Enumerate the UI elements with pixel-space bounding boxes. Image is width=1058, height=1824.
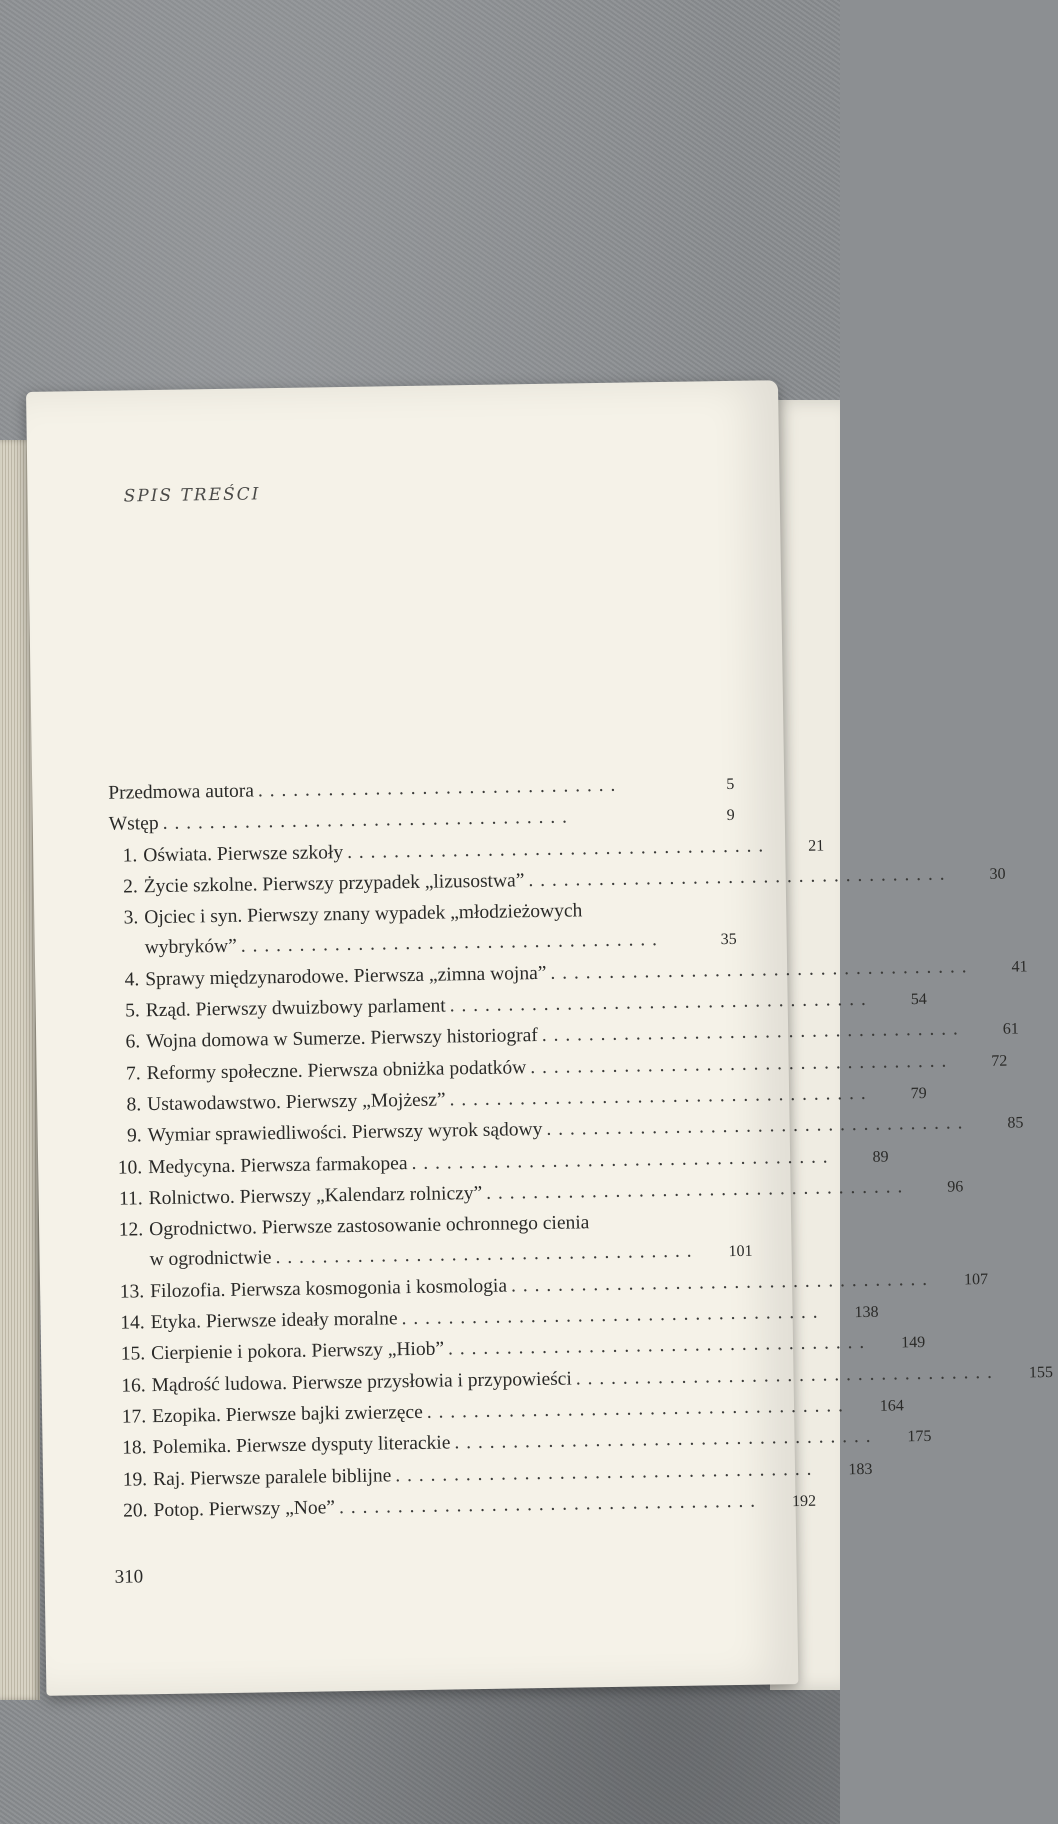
toc-chapter-list xyxy=(105,832,1054,1528)
toc-entry-title: Ojciec i syn. Pierwszy znany wypadek „młodzieżowych xyxy=(144,900,583,929)
toc-entry-title: Reformy społeczne. Pierwsza obniżka podatków xyxy=(146,1056,527,1084)
toc-page-number: 149 xyxy=(901,1334,926,1352)
toc-leader-dots: . . . . . . . . . . . . . . . . . . . . . . . . . . . . . . . . . . . . xyxy=(449,1082,867,1111)
toc-entry-title: Wstęp xyxy=(108,813,159,836)
toc-leader-dots: . . . . . . . . . . . . . . . . . . . . . . . . . . . . . . . xyxy=(257,774,617,802)
toc-leader-dots: . . . . . . . . . . . . . . . . . . . . . . . . . . . . . . . . . . . . xyxy=(575,1361,994,1390)
table-of-contents xyxy=(104,769,1054,1528)
toc-leader-dots: . . . . . . . . . . . . . . . . . . . . . . . . . . . . . . . . . . . . xyxy=(510,1268,929,1297)
toc-leader-dots: . . . . . . . . . . . . . . . . . . . . . . . . . . . . . . . . . . . . xyxy=(240,929,659,958)
toc-page-number: 21 xyxy=(808,837,825,855)
toc-page-number: 5 xyxy=(726,775,735,794)
toc-page-number: 89 xyxy=(872,1148,889,1166)
toc-page-number: 164 xyxy=(879,1397,904,1415)
toc-chapter-number: 15. xyxy=(120,1343,146,1365)
toc-entry-title: Życie szkolne. Pierwszy przypadek „lizusostwa” xyxy=(143,870,525,898)
toc-page-number: 79 xyxy=(910,1084,927,1103)
toc-chapter-number: 9. xyxy=(126,1125,142,1147)
toc-chapter-number: 19. xyxy=(122,1468,148,1491)
toc-leader-dots: . . . . . . . . . . . . . . . . . . . . . . . . . . . . . . . . . . . . xyxy=(395,1458,813,1486)
toc-chapter-number: 11. xyxy=(118,1188,143,1210)
toc-page-number: 192 xyxy=(791,1492,817,1510)
toc-leader-dots: . . . . . . . . . . . . . . . . . . . . . . . . . . . . . . . . . . . . xyxy=(449,988,867,1017)
toc-page-number: 101 xyxy=(728,1243,753,1261)
toc-entry-title: Medycyna. Pierwsza farmakopea xyxy=(148,1152,408,1178)
toc-spacer xyxy=(582,914,736,916)
toc-chapter-number: 16. xyxy=(121,1374,146,1397)
toc-entry-title: Rolnictwo. Pierwszy „Kalendarz rolniczy” xyxy=(148,1182,483,1210)
toc-chapter-number: 17. xyxy=(121,1406,147,1428)
toc-page-number: 107 xyxy=(963,1270,989,1289)
toc-page-number: 35 xyxy=(720,931,737,949)
book-page xyxy=(26,380,1054,1696)
toc-entry-title: Potop. Pierwszy „Noe” xyxy=(153,1497,336,1521)
toc-leader-dots: . . . . . . . . . . . . . . . . . . . . . . . . . . . . . . . . . . . . xyxy=(528,863,946,892)
toc-entry-title: Filozofia. Pierwsza kosmogonia i kosmologia xyxy=(149,1275,508,1302)
toc-chapter-number: 14. xyxy=(120,1312,145,1334)
toc-chapter-number: 8. xyxy=(126,1094,142,1116)
toc-leader-dots: . . . . . . . . . . . . . . . . . . . . . . . . . . . . . . . . . . . . xyxy=(401,1301,819,1330)
toc-page-number: 61 xyxy=(1002,1020,1019,1039)
toc-page-number: 72 xyxy=(991,1052,1008,1070)
toc-chapter-number: 3. xyxy=(123,907,139,929)
toc-entry-title: Ustawodawstwo. Pierwszy „Mojżesz” xyxy=(147,1089,446,1116)
folio-page-number: 310 xyxy=(114,1566,144,1588)
page-title: SPIS TREŚCI xyxy=(123,484,261,507)
toc-leader-dots: . . . . . . . . . . . . . . . . . . . . . . . . . . . . . . . . . . . . xyxy=(541,1018,960,1047)
toc-page-number: 85 xyxy=(1007,1114,1024,1132)
toc-leader-dots: . . . . . . . . . . . . . . . . . . . . . . . . . . . . . . . . . . . . xyxy=(454,1426,872,1454)
toc-chapter-number: 12. xyxy=(118,1219,144,1241)
toc-chapter-number: 6. xyxy=(125,1031,141,1053)
toc-page-number: 30 xyxy=(989,865,1006,883)
toc-leader-dots: . . . . . . . . . . . . . . . . . . . . . . . . . . . . . . . . . . . . xyxy=(346,835,765,863)
toc-leader-dots: . . . . . . . . . . . . . . . . . . . . . . . . . . . . . . . . . . . . xyxy=(426,1395,845,1423)
toc-chapter-number: 5. xyxy=(124,1000,140,1022)
toc-entry-title: Raj. Pierwsze paralele biblijne xyxy=(152,1464,392,1490)
toc-chapter-number: 20. xyxy=(123,1500,148,1522)
toc-entry-title: Cierpienie i pokora. Pierwszy „Hiob” xyxy=(150,1338,445,1365)
toc-leader-dots: . . . . . . . . . . . . . . . . . . . . . . . . . . . . . . . . . . . . xyxy=(411,1146,829,1174)
toc-leader-dots: . . . . . . . . . . . . . . . . . . . . . . . . . . . . . . . . . . . . xyxy=(486,1176,904,1204)
toc-entry-title-continued: w ogrodnictwie xyxy=(149,1247,272,1271)
toc-leader-dots: . . . . . . . . . . . . . . . . . . . . . . . . . . . . . . . . . . . . xyxy=(530,1050,948,1078)
toc-entry-title: Sprawy międzynarodowe. Pierwsza „zimna wojna” xyxy=(145,962,547,990)
toc-page-number: 54 xyxy=(910,991,927,1009)
toc-chapter-number: 4. xyxy=(124,969,140,991)
toc-page-number: 9 xyxy=(726,807,735,825)
toc-entry-title: Ogrodnictwo. Pierwsze zastosowanie ochronnego cienia xyxy=(149,1212,590,1241)
toc-leader-dots: . . . . . . . . . . . . . . . . . . . . . . . . . . . . . . . . . . . . xyxy=(550,956,968,984)
toc-entry-title: Przedmowa autora xyxy=(108,780,255,804)
toc-spacer xyxy=(589,1226,741,1228)
toc-page-number: 41 xyxy=(1011,958,1028,976)
toc-chapter-number: 13. xyxy=(119,1281,145,1303)
toc-leader-dots: . . . . . . . . . . . . . . . . . . . . . . . . . . . . . . . . . . . . xyxy=(546,1112,964,1141)
toc-page-number: 96 xyxy=(947,1178,964,1196)
toc-entry-title: Polemika. Pierwsze dysputy literackie xyxy=(152,1432,451,1459)
toc-page-number: 183 xyxy=(848,1460,873,1478)
toc-chapter-number: 18. xyxy=(122,1437,147,1459)
toc-leader-dots: . . . . . . . . . . . . . . . . . . . . . . . . . . . . . . . . . . . xyxy=(162,806,569,835)
toc-chapter-number: 10. xyxy=(117,1156,143,1179)
toc-entry-title: Wojna domowa w Sumerze. Pierwszy historiograf xyxy=(146,1025,538,1053)
toc-entry-title: Mądrość ludowa. Pierwsze przysłowia i przypowieści xyxy=(151,1368,572,1396)
toc-chapter-number: 1. xyxy=(122,844,138,867)
toc-entry-title: Etyka. Pierwsze ideały moralne xyxy=(150,1308,398,1334)
toc-page-number: 175 xyxy=(907,1428,932,1446)
toc-page-number: 155 xyxy=(1028,1363,1054,1382)
toc-leader-dots: . . . . . . . . . . . . . . . . . . . . . . . . . . . . . . . . . . . . xyxy=(447,1332,866,1360)
toc-chapter-number: 7. xyxy=(125,1062,141,1085)
toc-chapter-number: 2. xyxy=(122,876,138,898)
toc-entry-title-continued: wybryków” xyxy=(144,936,237,959)
toc-leader-dots: . . . . . . . . . . . . . . . . . . . . . . . . . . . . . . . . . . . . xyxy=(275,1241,693,1269)
toc-entry-title: Oświata. Pierwsze szkoły xyxy=(143,841,344,866)
toc-page-number: 138 xyxy=(854,1303,879,1322)
toc-entry-title: Wymiar sprawiedliwości. Pierwszy wyrok sądowy xyxy=(147,1119,543,1147)
toc-leader-dots: . . . . . . . . . . . . . . . . . . . . . . . . . . . . . . . . . . . . xyxy=(338,1490,757,1519)
toc-entry-title: Rząd. Pierwszy dwuizbowy parlament xyxy=(145,995,446,1022)
toc-entry-title: Ezopika. Pierwsze bajki zwierzęce xyxy=(151,1401,423,1428)
